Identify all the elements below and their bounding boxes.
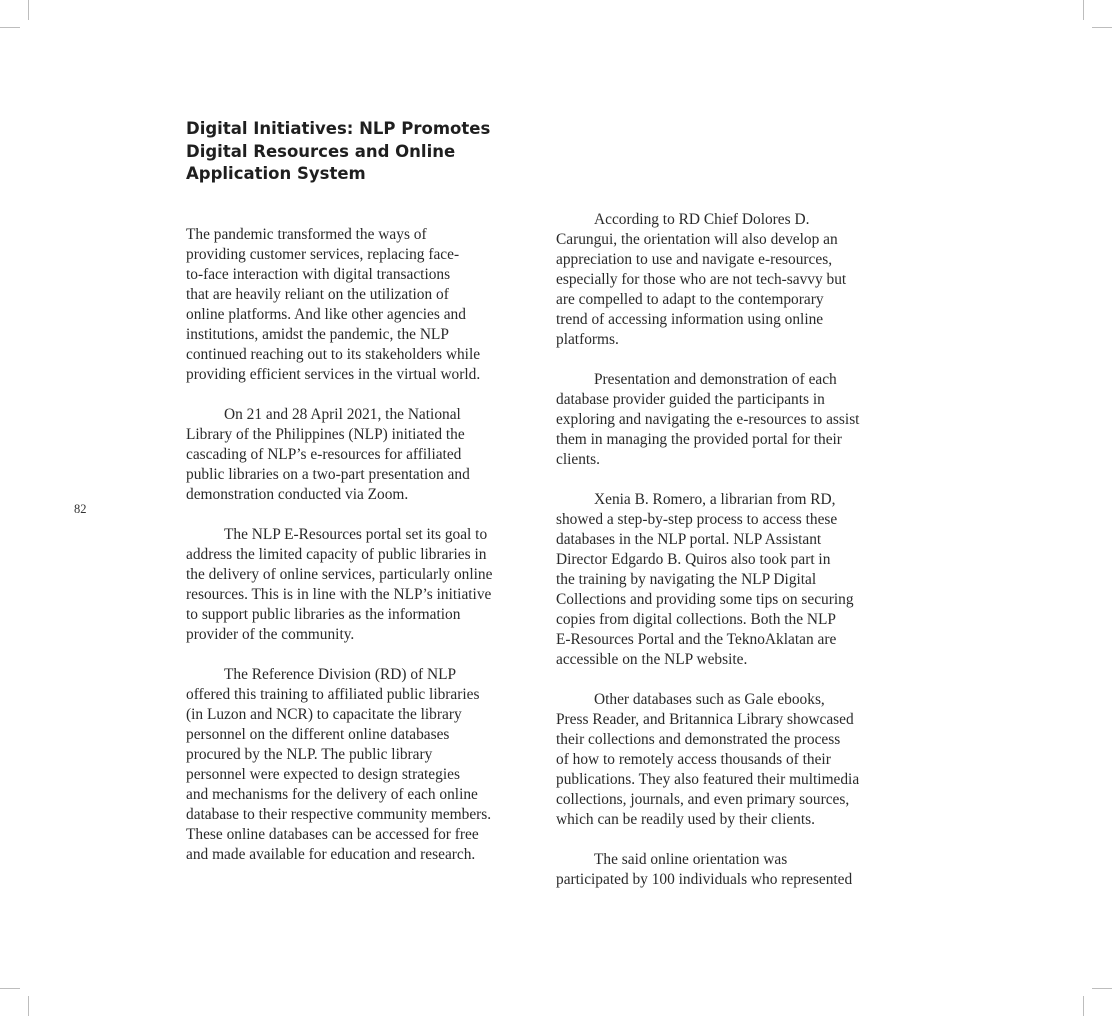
body-text-line: and made available for education and research. (186, 846, 476, 863)
crop-mark-bottom-left-vertical (28, 996, 29, 1016)
body-text-line: continued reaching out to its stakeholders while (186, 346, 481, 363)
body-text-line: showed a step-by-step process to access these (556, 511, 838, 528)
body-text-line: to support public libraries as the information (186, 606, 461, 623)
body-paragraph (556, 370, 886, 470)
body-paragraph (556, 490, 886, 670)
body-text-line: Other databases such as Gale ebooks, (594, 691, 825, 708)
left-text-column (186, 225, 516, 885)
body-text-line: the delivery of online services, particularly online (186, 566, 493, 583)
body-text-line: participated by 100 individuals who represented (556, 871, 853, 888)
body-text-line: Library of the Philippines (NLP) initiated the (186, 426, 465, 443)
body-text-line: The said online orientation was (594, 851, 788, 868)
article-title-line: Digital Resources and Online (186, 141, 456, 161)
body-paragraph (556, 850, 886, 890)
page-number: 82 (74, 502, 87, 516)
body-text-line: database to their respective community members. (186, 806, 492, 823)
body-text-line: collections, journals, and even primary sources, (556, 791, 850, 808)
body-text-line: providing efficient services in the virtual world. (186, 366, 481, 383)
body-text-line: publications. They also featured their multimedia (556, 771, 860, 788)
crop-mark-bottom-right-horizontal (1092, 988, 1112, 989)
body-text-line: which can be readily used by their clients. (556, 811, 815, 828)
body-text-line: of how to remotely access thousands of their (556, 751, 831, 768)
body-text-line: Xenia B. Romero, a librarian from RD, (594, 491, 836, 508)
crop-mark-top-right-vertical (1083, 0, 1084, 20)
crop-mark-bottom-left-horizontal (0, 988, 20, 989)
body-text-line: According to RD Chief Dolores D. (594, 211, 810, 228)
body-text-line: providing customer services, replacing face- (186, 246, 460, 263)
body-text-line: online platforms. And like other agencies and (186, 306, 466, 323)
body-text-line: resources. This is in line with the NLP’s initiative (186, 586, 492, 603)
body-text-line: The pandemic transformed the ways of (186, 226, 427, 243)
body-text-line: personnel were expected to design strategies (186, 766, 460, 783)
body-text-line: public libraries on a two-part presentation and (186, 466, 470, 483)
body-paragraph (186, 665, 516, 865)
body-text-line: E-Resources Portal and the TeknoAklatan are (556, 631, 837, 648)
body-text-line: clients. (556, 451, 601, 468)
body-text-line: platforms. (556, 331, 619, 348)
crop-mark-top-left-horizontal (0, 27, 20, 28)
body-text-line: These online databases can be accessed for free (186, 826, 479, 843)
body-text-line: demonstration conducted via Zoom. (186, 486, 409, 503)
body-text-line: cascading of NLP’s e-resources for affiliated (186, 446, 462, 463)
body-text-line: copies from digital collections. Both the NLP (556, 611, 836, 628)
body-text-line: to-face interaction with digital transactions (186, 266, 451, 283)
crop-mark-top-left-vertical (28, 0, 29, 20)
body-paragraph (556, 210, 886, 350)
body-text-line: Carungui, the orientation will also develop an (556, 231, 838, 248)
body-text-line: The Reference Division (RD) of NLP (224, 666, 457, 683)
body-text-line: Presentation and demonstration of each (594, 371, 837, 388)
body-text-line: especially for those who are not tech-savvy but (556, 271, 847, 288)
body-text-line: database provider guided the participants in (556, 391, 825, 408)
crop-mark-top-right-horizontal (1092, 27, 1112, 28)
body-text-line: (in Luzon and NCR) to capacitate the library (186, 706, 462, 723)
body-paragraph (556, 690, 886, 830)
body-text-line: institutions, amidst the pandemic, the NLP (186, 326, 449, 343)
body-text-line: Press Reader, and Britannica Library showcased (556, 711, 854, 728)
body-text-line: accessible on the NLP website. (556, 651, 748, 668)
article-title-line: Application System (186, 164, 366, 183)
body-text-line: On 21 and 28 April 2021, the National (224, 406, 461, 423)
body-text-line: databases in the NLP portal. NLP Assistant (556, 531, 822, 548)
body-text-line: the training by navigating the NLP Digital (556, 571, 817, 588)
article-title (186, 118, 506, 186)
right-text-column (556, 210, 886, 910)
article-title-line: Digital Initiatives: NLP Promotes (186, 119, 491, 138)
body-text-line: exploring and navigating the e-resources to assist (556, 411, 860, 428)
body-text-line: trend of accessing information using online (556, 311, 824, 328)
body-paragraph (186, 225, 516, 385)
body-text-line: appreciation to use and navigate e-resources, (556, 251, 833, 268)
body-text-line: personnel on the different online databases (186, 726, 450, 743)
body-text-line: procured by the NLP. The public library (186, 746, 433, 763)
body-text-line: offered this training to affiliated public libraries (186, 686, 480, 703)
body-text-line: Collections and providing some tips on securing (556, 591, 854, 608)
body-text-line: and mechanisms for the delivery of each online (186, 786, 478, 803)
body-text-line: provider of the community. (186, 626, 355, 643)
body-text-line: their collections and demonstrated the process (556, 731, 841, 748)
body-paragraph (186, 405, 516, 505)
body-text-line: address the limited capacity of public libraries in (186, 546, 487, 563)
body-text-line: them in managing the provided portal for their (556, 431, 842, 448)
body-paragraph (186, 525, 516, 645)
body-text-line: The NLP E-Resources portal set its goal to (224, 526, 488, 543)
body-text-line: Director Edgardo B. Quiros also took part in (556, 551, 831, 568)
body-text-line: that are heavily reliant on the utilization of (186, 286, 449, 303)
crop-mark-bottom-right-vertical (1083, 996, 1084, 1016)
body-text-line: are compelled to adapt to the contemporary (556, 291, 824, 308)
